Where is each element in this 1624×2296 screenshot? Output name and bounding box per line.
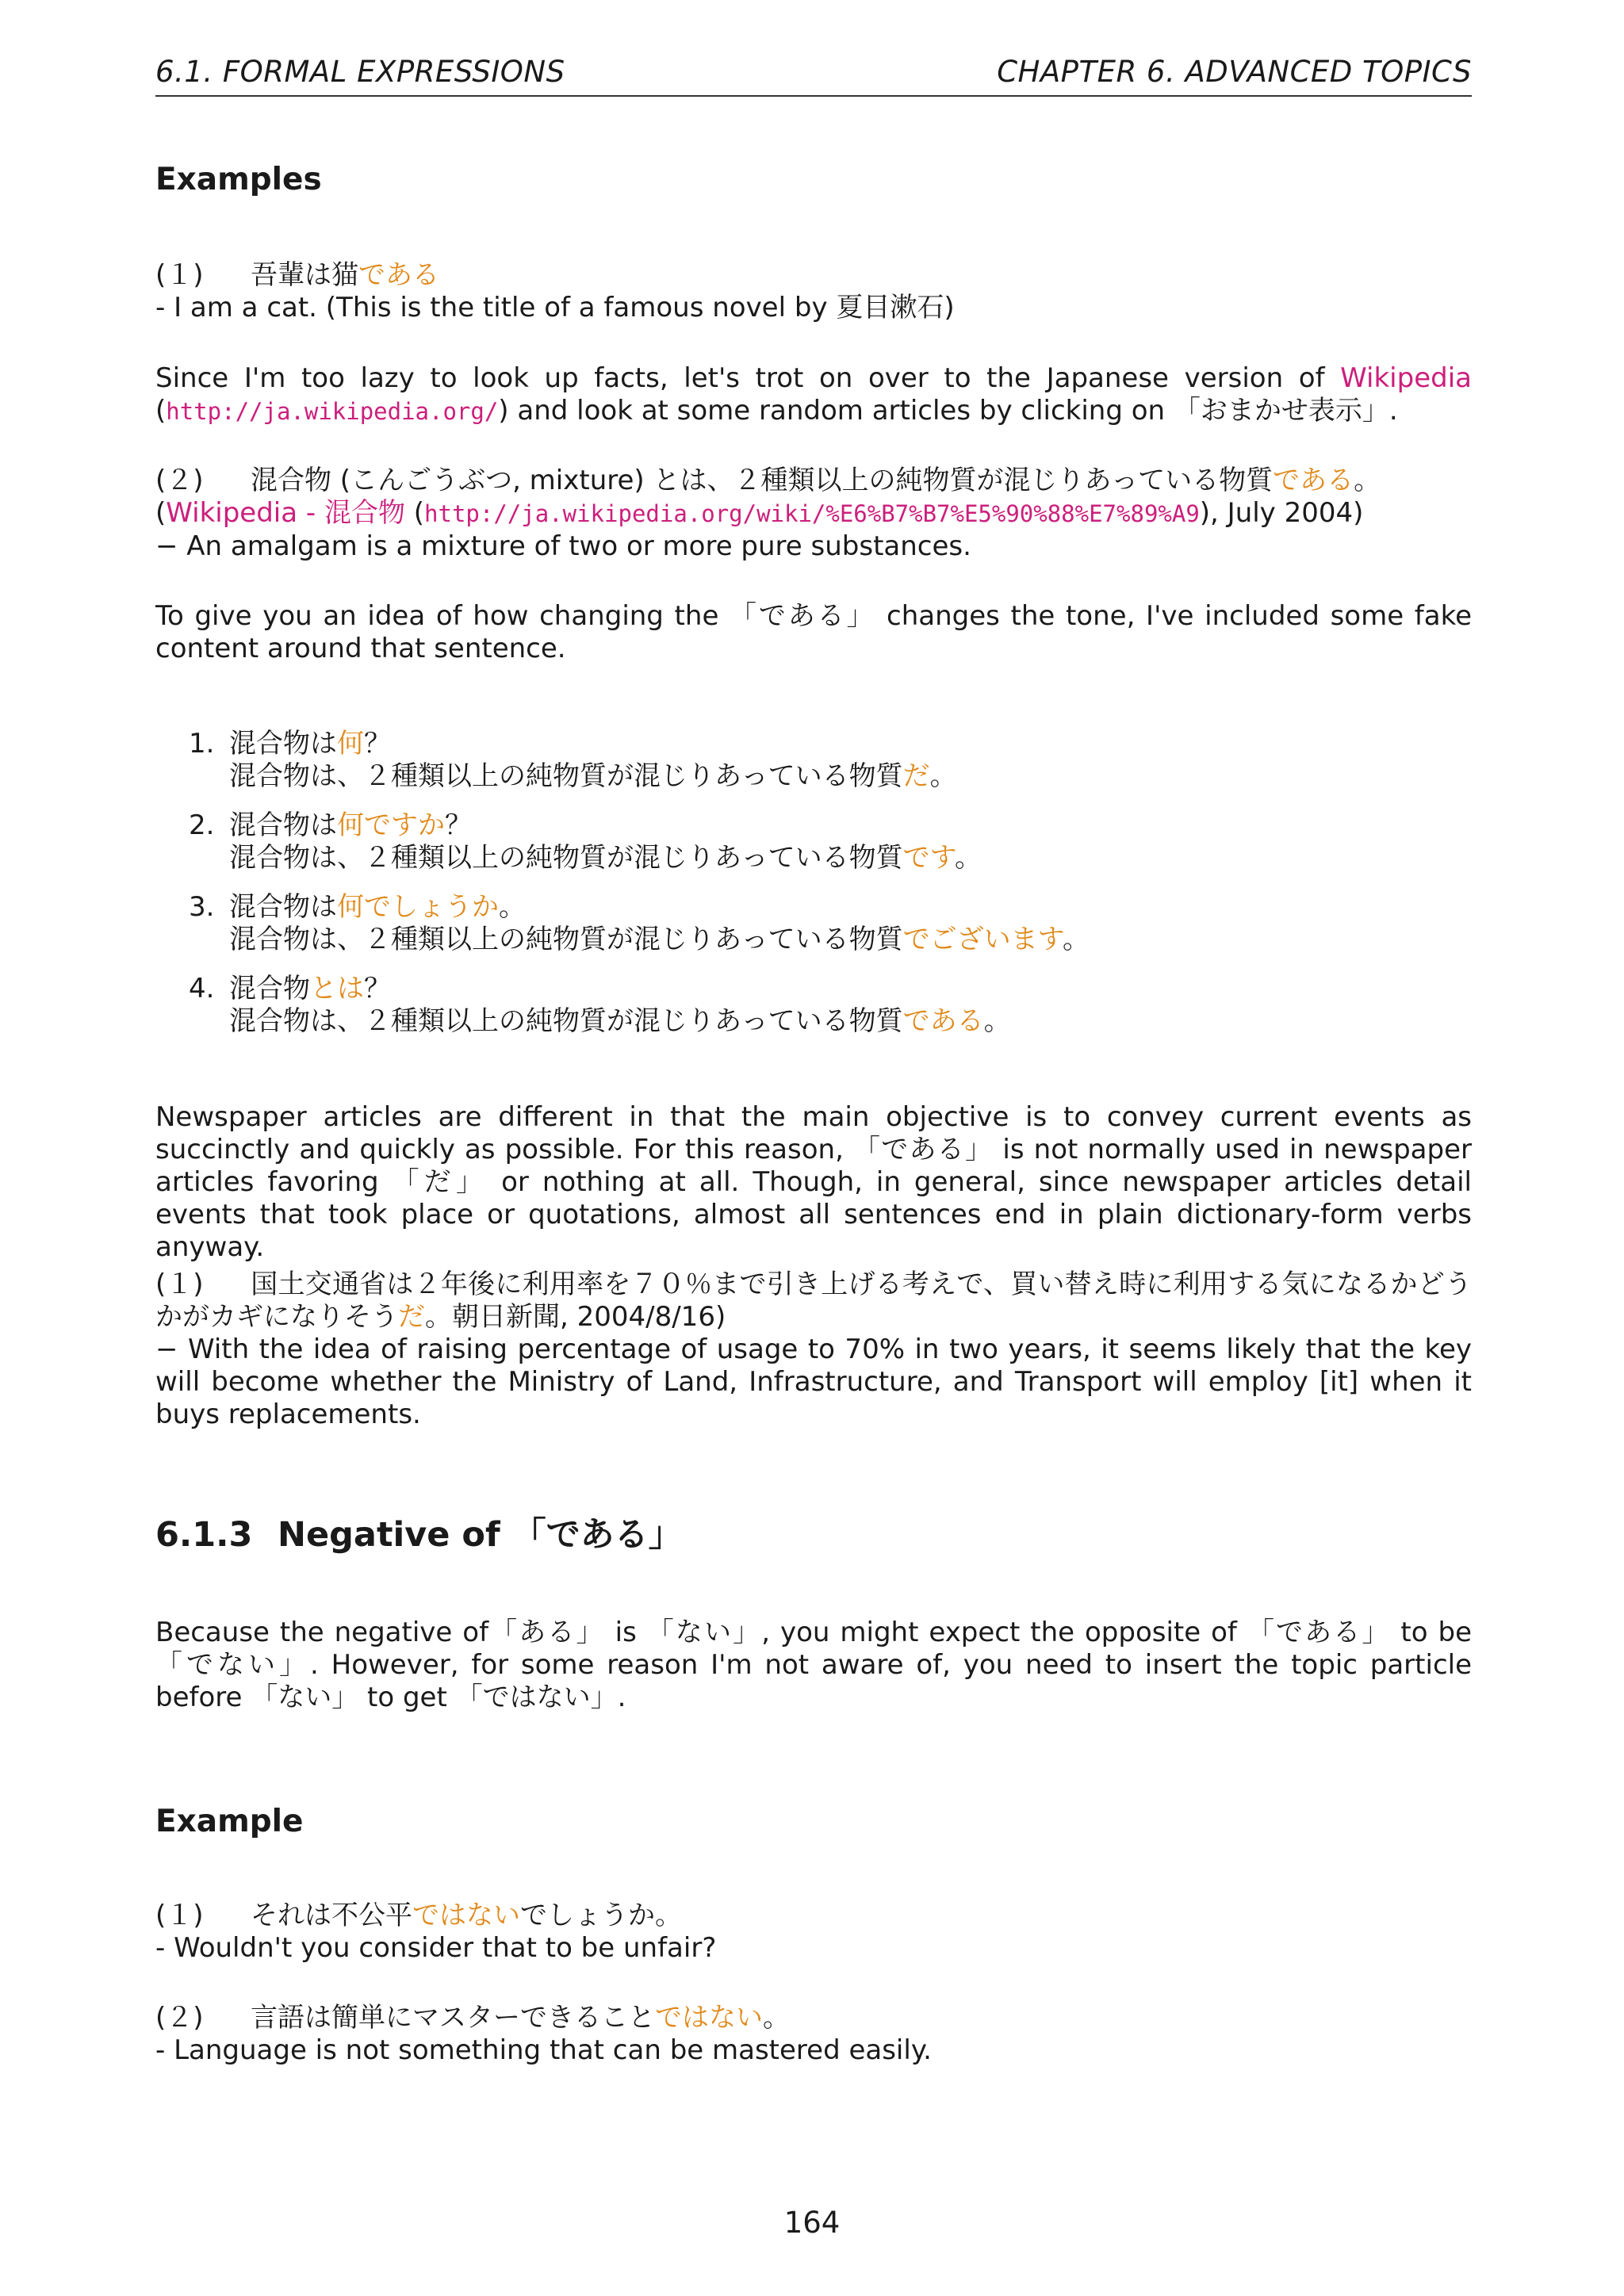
text: でしょうか。 — [520, 1900, 682, 1931]
text: 混合物は、２種類以上の純物質が混じりあっている物質 — [229, 924, 903, 955]
list-number: 3. — [189, 891, 215, 923]
section-number: 6.1.3 — [155, 1515, 253, 1555]
example-text: 吾輩は猫 — [251, 259, 358, 291]
example-2-en: − An amalgam is a mixture of two or more pure substances. — [155, 530, 971, 562]
section-title: Negative of 「である」 — [278, 1515, 683, 1555]
highlight-text: だ — [398, 1301, 425, 1333]
example-number: (１) — [155, 259, 204, 291]
highlight-text: ではない — [655, 2002, 763, 2034]
example-text: 混合物 (こんごうぶつ, mixture) とは、２種類以上の純物質が混じりあっている物質 — [251, 465, 1274, 496]
example-2-source — [155, 497, 1472, 530]
paragraph-wikipedia — [155, 362, 1472, 428]
text: 混合物は — [229, 809, 337, 841]
list-number: 2. — [189, 809, 215, 841]
highlight-text: 何 — [337, 728, 364, 760]
example-3 — [155, 1269, 1472, 1431]
header-chapter: CHAPTER 6. ADVANCED TOPICS — [997, 55, 1472, 89]
text: ？ — [445, 809, 472, 841]
list-item — [155, 728, 1472, 793]
text: ( — [155, 497, 167, 529]
list-question — [229, 728, 1472, 760]
negative-example-2-en: - Language is not something that can be mastered easily. — [155, 2034, 932, 2066]
header-section: 6.1. FORMAL EXPRESSIONS — [155, 55, 565, 89]
list-number: 4. — [189, 973, 215, 1004]
highlight-text: とは — [310, 973, 364, 1004]
text: 混合物は — [229, 891, 337, 923]
highlight-text: です — [902, 842, 955, 874]
text: 。 — [763, 2002, 790, 2034]
list-answer — [229, 924, 1472, 956]
text: 混合物は — [229, 728, 337, 760]
list-question — [229, 809, 1472, 842]
list-answer — [229, 842, 1472, 874]
text: 混合物 — [229, 973, 310, 1004]
text: 混合物は、２種類以上の純物質が混じりあっている物質 — [229, 760, 903, 792]
list-answer — [229, 760, 1472, 793]
text: ( — [155, 395, 167, 427]
text: 。朝日新聞, 2004/8/16) — [425, 1301, 726, 1333]
example-number: (２) — [155, 465, 204, 496]
list-answer — [229, 1005, 1472, 1038]
list-item — [155, 809, 1472, 874]
text: 。 — [1354, 465, 1381, 496]
wikipedia-link[interactable]: Wikipedia — [1340, 362, 1472, 394]
negative-example-1-en: - Wouldn't you consider that to be unfair? — [155, 1932, 717, 1964]
text: ( — [404, 497, 425, 529]
page-number: 164 — [783, 2206, 841, 2240]
example-2 — [155, 465, 1472, 563]
paragraph-negative: Because the negative of「ある」 is 「ない」, you might expect the opposite of 「である」 to be 「でない」. However, for some reason I'm not aware of, you need to insert the topic particle before 「ない」 to get 「ではない」. — [155, 1617, 1472, 1713]
paragraph-tone: To give you an idea of how changing the 「である」 changes the tone, I've included some fake content around that sentence. — [155, 600, 1472, 664]
example-text: 国土交通省は２年後に利用率を７０％まで引き上げる考えで、買い替え時に利用する気になるかどうかがカギになりそう — [155, 1269, 1472, 1333]
example-number: (１) — [155, 1269, 204, 1300]
article-url-link[interactable]: http://ja.wikipedia.org/wiki/%E6%B7%B7%E5%90%88%E7%89%A9 — [424, 500, 1200, 527]
text: 。 — [499, 891, 526, 923]
example-1 — [155, 259, 1472, 324]
text: ？ — [364, 973, 391, 1004]
example-2-jp — [155, 465, 1472, 497]
list-item — [155, 973, 1472, 1038]
text: 。 — [983, 1005, 1011, 1037]
example-text: 言語は簡単にマスターできること — [251, 2002, 655, 2034]
example-3-jp — [155, 1269, 1472, 1334]
text: 混合物は、２種類以上の純物質が混じりあっている物質 — [229, 1005, 903, 1037]
list-question — [229, 891, 1472, 924]
highlight-text: ではない — [412, 1900, 520, 1931]
example-number: (１) — [155, 1900, 204, 1931]
highlight-text: でございます — [902, 924, 1063, 955]
text: 。 — [929, 760, 957, 792]
highlight-text: である — [358, 259, 439, 291]
example-1-jp — [155, 259, 1472, 292]
highlight-text: である — [1273, 465, 1354, 496]
wikipedia-article-link[interactable]: Wikipedia - 混合物 — [166, 497, 405, 529]
example-number: (２) — [155, 2002, 204, 2034]
text: 混合物は、２種類以上の純物質が混じりあっている物質 — [229, 842, 903, 874]
text: ), July 2004) — [1199, 497, 1364, 529]
highlight-text: である — [902, 1005, 984, 1037]
example-heading: Example — [155, 1804, 304, 1839]
negative-example-1 — [155, 1900, 1472, 1965]
highlight-text: 何でしょうか — [337, 891, 499, 923]
text: ) and look at some random articles by clicking on 「おまかせ表示」. — [498, 395, 1398, 427]
negative-example-2-jp — [155, 2002, 1472, 2034]
text: Since I'm too lazy to look up facts, let's trot on over to the Japanese version of — [155, 362, 1341, 394]
list-number: 1. — [189, 728, 215, 760]
section-heading — [155, 1515, 1472, 1555]
negative-example-2 — [155, 2002, 1472, 2067]
text: 。 — [954, 842, 982, 874]
tone-list — [155, 728, 1472, 1054]
text: ？ — [364, 728, 391, 760]
running-header — [155, 51, 1472, 97]
example-text: それは不公平 — [251, 1900, 412, 1931]
paragraph-newspaper: Newspaper articles are different in that the main objective is to convey current events as succinctly and quickly as possible. For this reason, 「である」 is not normally used in newspaper articles favoring 「だ」 or nothing at all. Though, in general, since newspaper articles detail events that took place or quotations, almost all sentences end in plain dictionary-form verbs anyway. — [155, 1101, 1472, 1263]
negative-example-1-jp — [155, 1900, 1472, 1932]
list-item — [155, 891, 1472, 956]
example-3-en: − With the idea of raising percentage of usage to 70% in two years, it seems likely that the key will become whether the Ministry of Land, Infrastructure, and Transport will employ [it] when it buys replacements. — [155, 1334, 1472, 1430]
highlight-text: 何ですか — [337, 809, 445, 841]
example-1-en: - I am a cat. (This is the title of a famous novel by 夏目漱石) — [155, 292, 955, 323]
highlight-text: だ — [902, 760, 930, 792]
wikipedia-url-link[interactable]: http://ja.wikipedia.org/ — [166, 398, 499, 425]
examples-heading: Examples — [155, 162, 322, 197]
text: 。 — [1062, 924, 1090, 955]
list-question — [229, 973, 1472, 1005]
